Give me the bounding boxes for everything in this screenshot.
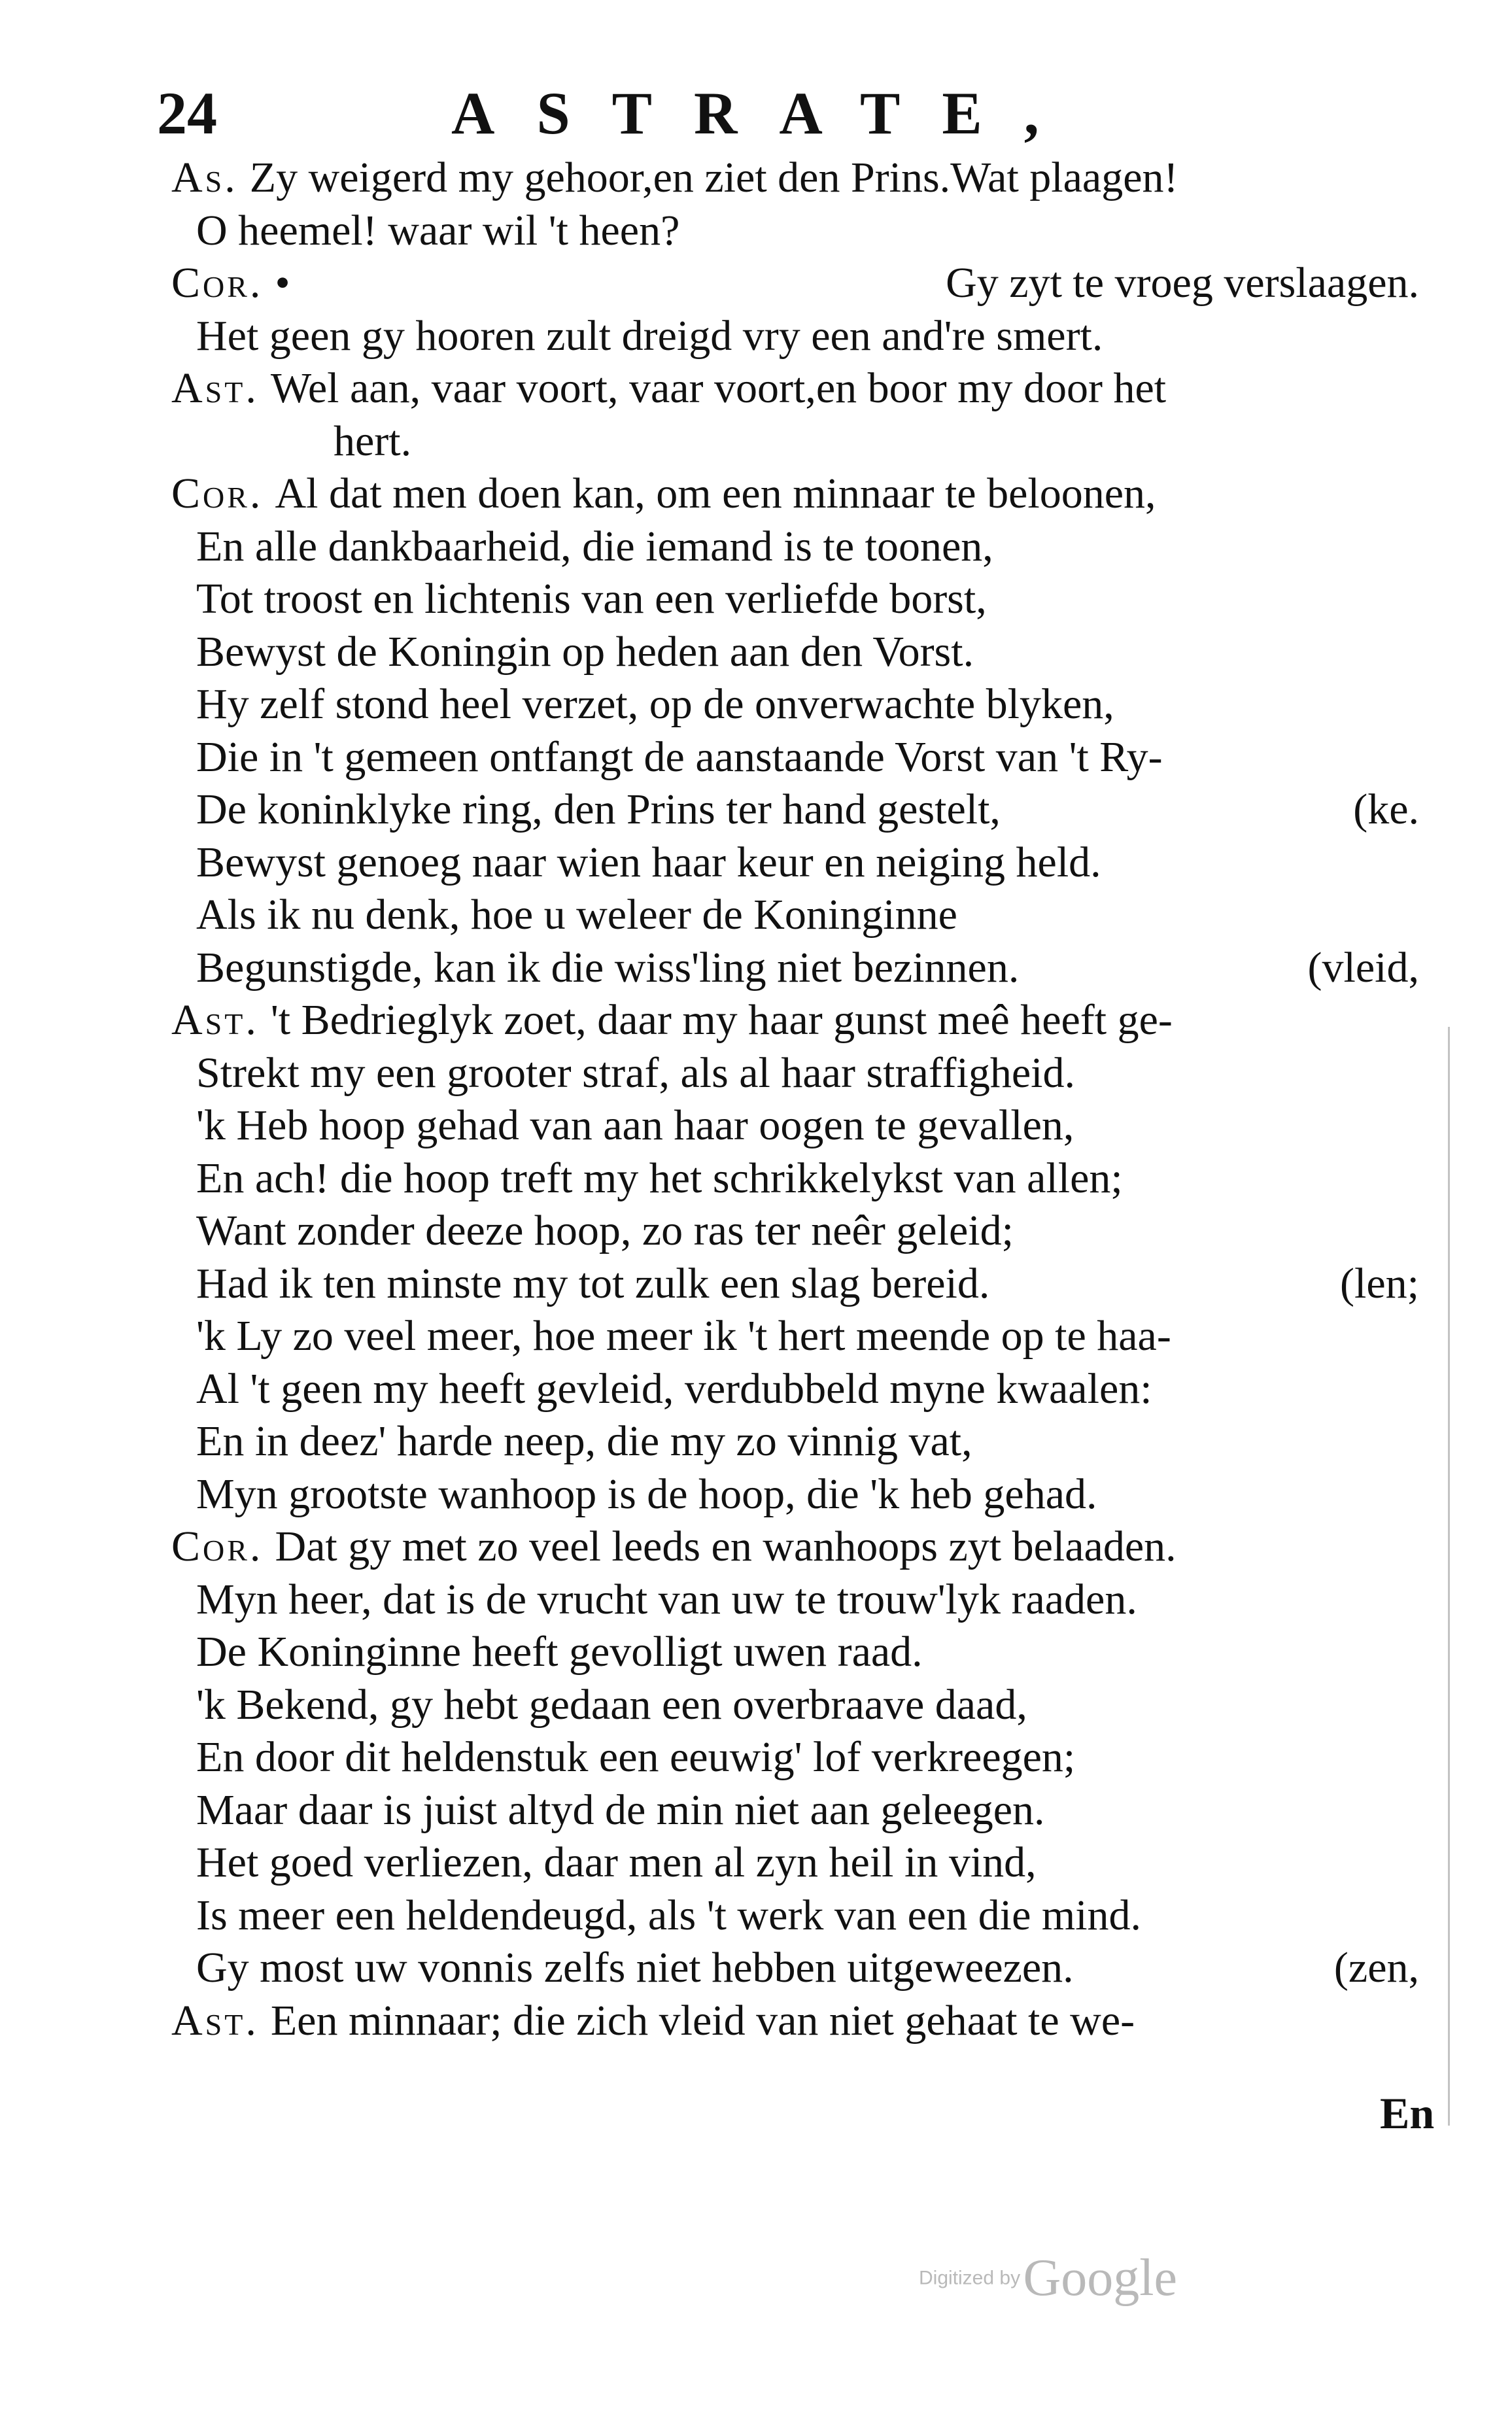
- verse-line: [196, 889, 957, 941]
- digitized-watermark: [919, 2249, 1177, 2308]
- line-text: Al 't geen my heeft gevleid, verdubbeld myne kwaalen:: [196, 1364, 1152, 1413]
- verse-line: [196, 1099, 1074, 1152]
- verse-line: [196, 573, 987, 625]
- verse-line: [196, 205, 679, 257]
- line-text: Een minnaar; die zich vleid van niet gehaat te we-: [270, 1996, 1135, 2045]
- google-logo: Google: [1023, 2249, 1178, 2307]
- verse-line: [196, 310, 1103, 362]
- line-text: Bewyst genoeg naar wien haar keur en neiging held.: [196, 838, 1101, 886]
- verse-line: [196, 626, 974, 678]
- line-text: 'k Bekend, gy hebt gedaan een overbraave daad,: [196, 1680, 1027, 1729]
- line-text: Tot troost en lichtenis van een verliefde borst,: [196, 575, 987, 623]
- line-text: hert.: [334, 417, 412, 465]
- line-text: En in deez' harde neep, die my zo vinnig vat,: [196, 1417, 972, 1465]
- speaker-label: Ast.: [171, 364, 259, 412]
- verse-line: [196, 1942, 1074, 1994]
- verse-line: [196, 1837, 1037, 1889]
- verse-line: [196, 1574, 1137, 1626]
- speaker-label: Cor.: [171, 259, 264, 307]
- verse-line: [196, 1890, 1141, 1942]
- verse-line: [196, 1784, 1045, 1837]
- verse-line: [196, 837, 1101, 889]
- digitized-prefix: Digitized by: [919, 2267, 1021, 2289]
- verse-line: [171, 1995, 1135, 2047]
- verse-line: [196, 1047, 1075, 1099]
- line-text: Want zonder deeze hoop, zo ras ter neêr geleid;: [196, 1207, 1014, 1254]
- line-text: Dat gy met zo veel leeds en wanhoops zyt belaaden.: [275, 1523, 1177, 1570]
- verse-line: [171, 362, 1166, 415]
- verse-line: [196, 731, 1163, 784]
- line-text: Myn heer, dat is de vrucht van uw te trouw'lyk raaden.: [196, 1575, 1137, 1623]
- verse-line: [196, 521, 993, 573]
- line-text: 'k Ly zo veel meer, hoe meer ik 't hert meende op te haa-: [196, 1312, 1171, 1360]
- running-head-title: ASTRATE,: [451, 80, 1081, 147]
- line-text: Die in 't gemeen ontfangt de aanstaande Vorst van 't Ry-: [196, 733, 1163, 781]
- line-text: En ach! die hoop treft my het schrikkelykst van allen;: [196, 1154, 1123, 1202]
- line-text: Is meer een heldendeugd, als 't werk van een die mind.: [196, 1891, 1142, 1939]
- line-text: Myn grootste wanhoop is de hoop, die 'k heb gehad.: [196, 1470, 1097, 1518]
- line-text: Wel aan, vaar voort, vaar voort,en boor my door het: [270, 364, 1167, 412]
- verse-line: [196, 1258, 989, 1310]
- speaker-label: As.: [171, 154, 238, 201]
- verse-line: [196, 1468, 1097, 1521]
- page-edge-rule: [1448, 1027, 1450, 2126]
- verse-line: [171, 257, 290, 309]
- page-number: 24: [157, 80, 217, 147]
- verse-line: [196, 1152, 1123, 1205]
- line-text: •: [275, 259, 290, 307]
- verse-line: [171, 152, 1178, 204]
- verse-line: [196, 942, 1019, 994]
- running-header: [157, 78, 1177, 150]
- verse-line: [171, 994, 1173, 1046]
- verse-line: [196, 1205, 1014, 1257]
- verse-line: [196, 1731, 1075, 1784]
- verse-line: [196, 1415, 972, 1468]
- line-right-text: (ke.: [1353, 785, 1419, 833]
- line-text: De koninklyke ring, den Prins ter hand gestelt,: [196, 785, 1001, 833]
- line-text: O heemel! waar wil 't heen?: [196, 206, 680, 254]
- verse-line: [196, 678, 1114, 731]
- verse-line: [196, 1310, 1171, 1362]
- line-text: 't Bedrieglyk zoet, daar my haar gunst meê heeft ge-: [270, 996, 1173, 1044]
- line-text: Had ik ten minste my tot zulk een slag bereid.: [196, 1259, 990, 1307]
- line-text: Gy most uw vonnis zelfs niet hebben uitgeweezen.: [196, 1944, 1074, 1992]
- line-right-text: Gy zyt te vroeg verslaagen.: [946, 259, 1419, 307]
- line-right-text: (zen,: [1333, 1944, 1419, 1992]
- line-text: Bewyst de Koningin op heden aan den Vorst.: [196, 627, 974, 676]
- line-text: En door dit heldenstuk een eeuwig' lof verkreegen;: [196, 1733, 1076, 1781]
- verse-line: [196, 784, 1001, 836]
- verse-line: [196, 1626, 923, 1678]
- speaker-label: Cor.: [171, 1523, 264, 1570]
- line-right-text: (vleid,: [1307, 943, 1419, 992]
- line-text: En alle dankbaarheid, die iemand is te toonen,: [196, 522, 993, 570]
- line-text: Het goed verliezen, daar men al zyn heil in vind,: [196, 1838, 1037, 1886]
- line-text: Het geen gy hooren zult dreigd vry een and're smert.: [196, 311, 1103, 360]
- line-text: Strekt my een grooter straf, als al haar straffigheid.: [196, 1048, 1075, 1097]
- line-right-text: (len;: [1340, 1259, 1419, 1307]
- verse-line: [171, 1521, 1177, 1573]
- speaker-label: Ast.: [171, 996, 259, 1044]
- line-text: Zy weigerd my gehoor,en ziet den Prins.Wat plaagen!: [249, 154, 1178, 201]
- verse-line: [196, 1363, 1152, 1415]
- line-text: Al dat men doen kan, om een minnaar te beloonen,: [275, 470, 1156, 517]
- speaker-label: Ast.: [171, 1996, 259, 2045]
- line-text: Als ik nu denk, hoe u weleer de Koninginne: [196, 891, 957, 939]
- catchword: En: [1380, 2088, 1435, 2138]
- verse-line: [196, 1679, 1027, 1731]
- line-text: Begunstigde, kan ik die wiss'ling niet bezinnen.: [196, 943, 1020, 992]
- line-text: De Koninginne heeft gevolligt uwen raad.: [196, 1628, 923, 1676]
- speaker-label: Cor.: [171, 470, 264, 517]
- verse-line: [334, 415, 411, 468]
- line-text: Hy zelf stond heel verzet, op de onverwachte blyken,: [196, 680, 1114, 728]
- line-text: 'k Heb hoop gehad van aan haar oogen te gevallen,: [196, 1101, 1074, 1149]
- verse-line: [171, 468, 1156, 520]
- line-text: Maar daar is juist altyd de min niet aan geleegen.: [196, 1786, 1045, 1834]
